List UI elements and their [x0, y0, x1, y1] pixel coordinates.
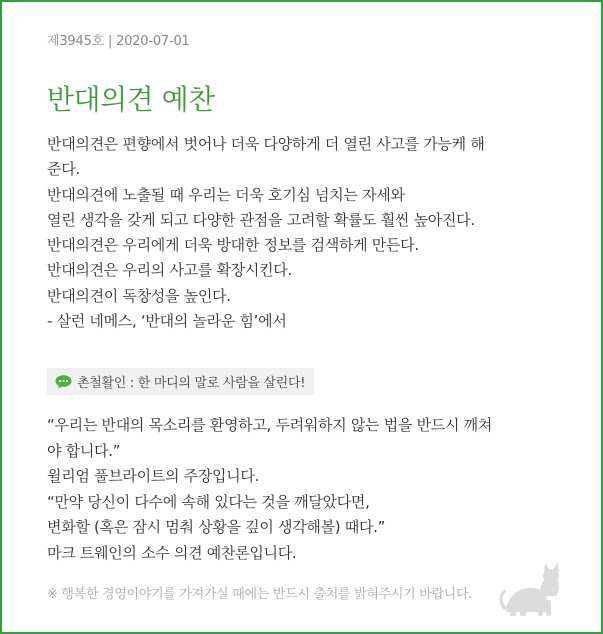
tip-badge: [47, 368, 314, 395]
issue-meta: [47, 30, 190, 49]
comment-line: “만약 당신이 다수에 속해 있다는 것을 깨달았다면,: [47, 492, 370, 511]
comment-line: 야 합니다.”: [47, 441, 121, 460]
quote-line: 반대의견은 우리에게 더욱 방대한 정보를 검색하게 만든다.: [47, 236, 419, 255]
comment-line: “우리는 반대의 목소리를 환영하고, 두려워하지 않는 법을 반드시 깨쳐: [47, 416, 493, 434]
meta-separator: |: [107, 34, 113, 49]
quote-line: 반대의견은 우리의 사고를 확장시킨다.: [47, 261, 292, 280]
quote-line: 반대의견이 독창성을 높인다.: [47, 286, 231, 305]
quote-line: 준다.: [47, 160, 80, 179]
page-title: 반대의견 예찬: [47, 83, 215, 116]
speech-bubble-icon: [55, 375, 72, 389]
comment-line: 윌리엄 풀브라이트의 주장입니다.: [47, 467, 260, 486]
quote-line: 열린 생각을 갖게 되고 다양한 관점을 고려할 확률도 훨씬 높아진다.: [47, 210, 475, 229]
quote-line: 반대의견에 노출될 때 우리는 더욱 호기심 넘치는 자세와: [47, 185, 405, 204]
comment-line: 마크 트웨인의 소수 의견 예찬론입니다.: [47, 543, 297, 562]
comment-line: 변화할 (혹은 잠시 멈춰 상황을 깊이 생각해볼) 때다.”: [47, 518, 386, 537]
copyright-notice: ※ 행복한 경영이야기를 가져가실 때에는 반드시 출처를 밝혀주시기 바랍니다.: [47, 587, 473, 602]
quote-source: - 살런 네메스, ‘반대의 놀라운 힘’에서: [47, 312, 287, 331]
cat-silhouette-icon: [496, 560, 566, 616]
quote-line: 반대의견은 편향에서 벗어나 더욱 다양하게 더 열린 사고를 가능케 해: [47, 135, 485, 153]
issue-number: 제3945호: [47, 34, 105, 49]
quote-block: [47, 132, 567, 334]
comment-block: [47, 413, 567, 567]
tip-text: 촌철활인 : 한 마디의 말로 사람을 살린다!: [77, 376, 306, 391]
issue-date: 2020-07-01: [116, 34, 190, 49]
